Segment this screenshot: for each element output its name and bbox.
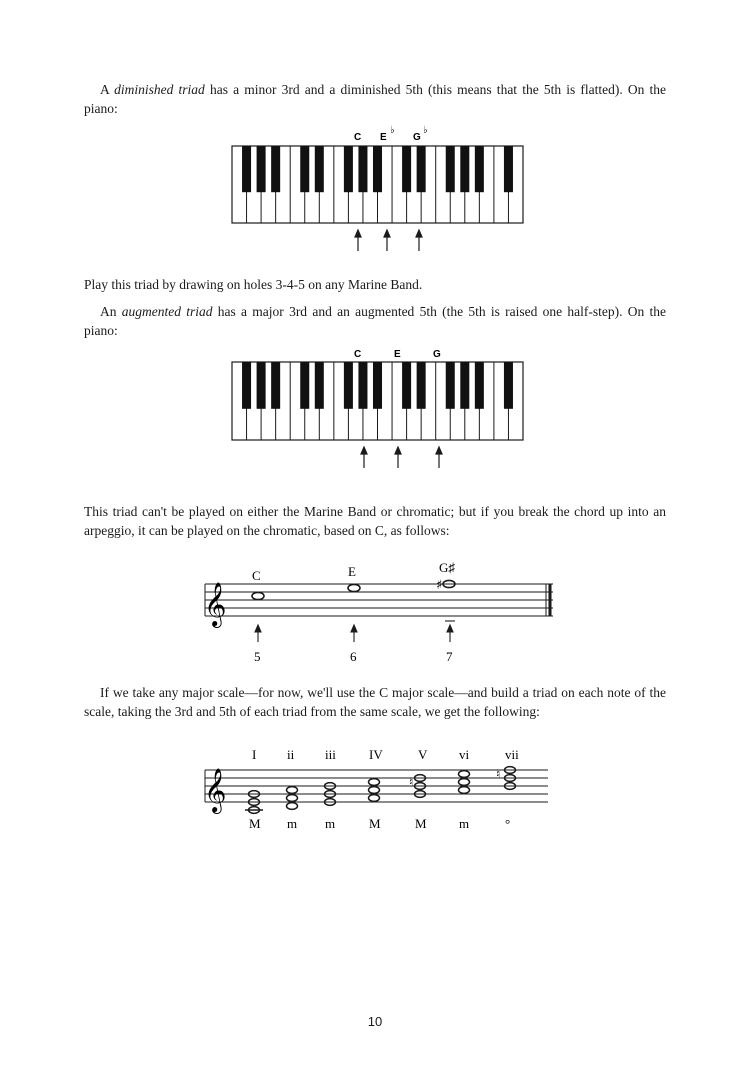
arpeggio-notes bbox=[252, 580, 455, 599]
diminished-text-a: A bbox=[100, 82, 115, 97]
chord-note bbox=[459, 787, 470, 794]
diminished-text-b: has a minor 3rd and a diminished 5th (this means that the 5th is flatted). On the piano: bbox=[84, 82, 666, 116]
chord-quality: M bbox=[369, 816, 381, 831]
black-key bbox=[504, 146, 513, 192]
chord-note bbox=[325, 783, 336, 790]
black-key bbox=[446, 146, 455, 192]
arpeggio-note-names bbox=[252, 560, 455, 583]
chord-quality: m bbox=[325, 816, 336, 831]
chord-quality: m bbox=[459, 816, 470, 831]
triad-numerals bbox=[252, 747, 519, 762]
natural-icon: ♮ bbox=[409, 775, 414, 789]
kb1-arrows bbox=[355, 230, 422, 251]
triads-staff bbox=[205, 770, 548, 802]
augmented-text-b: has a major 3rd and an augmented 5th (the 5th is raised one half-step). On the piano: bbox=[84, 304, 666, 338]
augmented-text-a: An bbox=[100, 304, 122, 319]
triad-naturals bbox=[409, 767, 500, 789]
chord-note bbox=[415, 791, 426, 798]
black-key bbox=[257, 362, 266, 409]
play-paragraph: Play this triad by drawing on holes 3-4-5 on any Marine Band. bbox=[84, 277, 423, 292]
page-number: 10 bbox=[367, 1014, 383, 1029]
chord-note bbox=[459, 779, 470, 786]
black-key bbox=[417, 362, 426, 409]
kb2-labels bbox=[354, 349, 441, 360]
kb2-label-e: E bbox=[394, 349, 401, 360]
chord-note bbox=[249, 807, 260, 814]
kb1-label-g: G bbox=[413, 132, 421, 143]
chord-note bbox=[287, 787, 298, 794]
treble-clef-icon: 𝄞 bbox=[204, 582, 227, 626]
black-key bbox=[257, 146, 266, 192]
black-key bbox=[402, 362, 411, 409]
augmented-term: augmented triad bbox=[121, 304, 213, 319]
chord-note bbox=[505, 775, 516, 782]
black-key bbox=[417, 146, 426, 192]
chord-quality: M bbox=[249, 816, 261, 831]
roman-numeral: I bbox=[252, 747, 257, 762]
arp-note-gsharp: G♯ bbox=[439, 560, 455, 575]
chord-note bbox=[325, 791, 336, 798]
chord-note bbox=[459, 771, 470, 778]
keyboard-frame bbox=[232, 362, 523, 440]
chord-note bbox=[415, 783, 426, 790]
black-key bbox=[373, 362, 382, 409]
chord-quality: M bbox=[415, 816, 427, 831]
piano-keyboard-1 bbox=[232, 146, 523, 223]
kb2-label-c: C bbox=[354, 349, 362, 360]
black-key bbox=[402, 146, 411, 192]
kb2-arrows bbox=[361, 447, 442, 468]
triad-qualities bbox=[249, 816, 510, 831]
scale-paragraph: If we take any major scale—for now, we'll use the C major scale—and build a triad on each note of the scale, taking the 3rd and 5th of each triad from the same scale, we get the following: bbox=[84, 685, 666, 719]
black-key bbox=[358, 362, 367, 409]
chord-note bbox=[287, 803, 298, 810]
chord-note bbox=[505, 767, 516, 774]
black-key bbox=[460, 362, 469, 409]
roman-numeral: vii bbox=[505, 747, 519, 762]
black-key bbox=[358, 146, 367, 192]
sharp-icon: ♯ bbox=[436, 578, 443, 593]
hole-5: 5 bbox=[254, 649, 261, 664]
chord-note bbox=[369, 787, 380, 794]
black-key bbox=[242, 146, 251, 192]
kb1-label-c: C bbox=[354, 132, 362, 143]
diminished-paragraph bbox=[84, 81, 666, 118]
black-key bbox=[300, 146, 309, 192]
triad-chords bbox=[245, 767, 516, 814]
black-key bbox=[315, 362, 324, 409]
roman-numeral: vi bbox=[459, 747, 470, 762]
arp-note-c: C bbox=[252, 568, 261, 583]
hole-6: 6 bbox=[350, 649, 357, 664]
black-key bbox=[344, 146, 353, 192]
roman-numeral: IV bbox=[369, 747, 383, 762]
natural-icon-2: ♮ bbox=[496, 767, 501, 781]
chord-note bbox=[325, 799, 336, 806]
arpeggio-staff bbox=[205, 584, 553, 616]
chord-note bbox=[505, 783, 516, 790]
black-key bbox=[475, 362, 484, 409]
roman-numeral: ii bbox=[287, 747, 295, 762]
kb1-label-e: E bbox=[380, 132, 387, 143]
keyboard-frame bbox=[232, 146, 523, 223]
arpeggio-hole-numbers bbox=[254, 649, 453, 664]
diminished-term: diminished triad bbox=[114, 82, 205, 97]
arpeggio-paragraph: This triad can't be played on either the Marine Band or chromatic; but if you break the chord up into an arpeggio, it can be played on the chromatic, based on C, as follows: bbox=[84, 504, 666, 538]
roman-numeral: iii bbox=[325, 747, 336, 762]
chord-note bbox=[415, 775, 426, 782]
roman-numeral: V bbox=[418, 747, 428, 762]
chord-note bbox=[369, 795, 380, 802]
black-key bbox=[446, 362, 455, 409]
treble-clef-icon-2: 𝄞 bbox=[204, 768, 227, 812]
chord-quality: ° bbox=[505, 816, 511, 831]
kb1-flat-g: ♭ bbox=[423, 125, 428, 136]
black-key bbox=[271, 146, 280, 192]
black-key bbox=[344, 362, 353, 409]
black-key bbox=[315, 146, 324, 192]
chord-quality: m bbox=[287, 816, 298, 831]
black-key bbox=[460, 146, 469, 192]
kb2-label-g: G bbox=[433, 349, 441, 360]
black-key bbox=[504, 362, 513, 409]
kb1-flat-e: ♭ bbox=[390, 125, 395, 136]
black-key bbox=[271, 362, 280, 409]
chord-note bbox=[249, 799, 260, 806]
chord-note bbox=[369, 779, 380, 786]
arpeggio-arrows bbox=[255, 621, 455, 642]
augmented-paragraph bbox=[84, 303, 666, 340]
piano-keyboard-2 bbox=[232, 362, 523, 440]
chord-note bbox=[249, 791, 260, 798]
black-key bbox=[373, 146, 382, 192]
black-key bbox=[242, 362, 251, 409]
kb1-labels bbox=[354, 125, 428, 143]
black-key bbox=[475, 146, 484, 192]
black-key bbox=[300, 362, 309, 409]
arp-note-e: E bbox=[348, 564, 356, 579]
chord-note bbox=[287, 795, 298, 802]
hole-7: 7 bbox=[446, 649, 453, 664]
